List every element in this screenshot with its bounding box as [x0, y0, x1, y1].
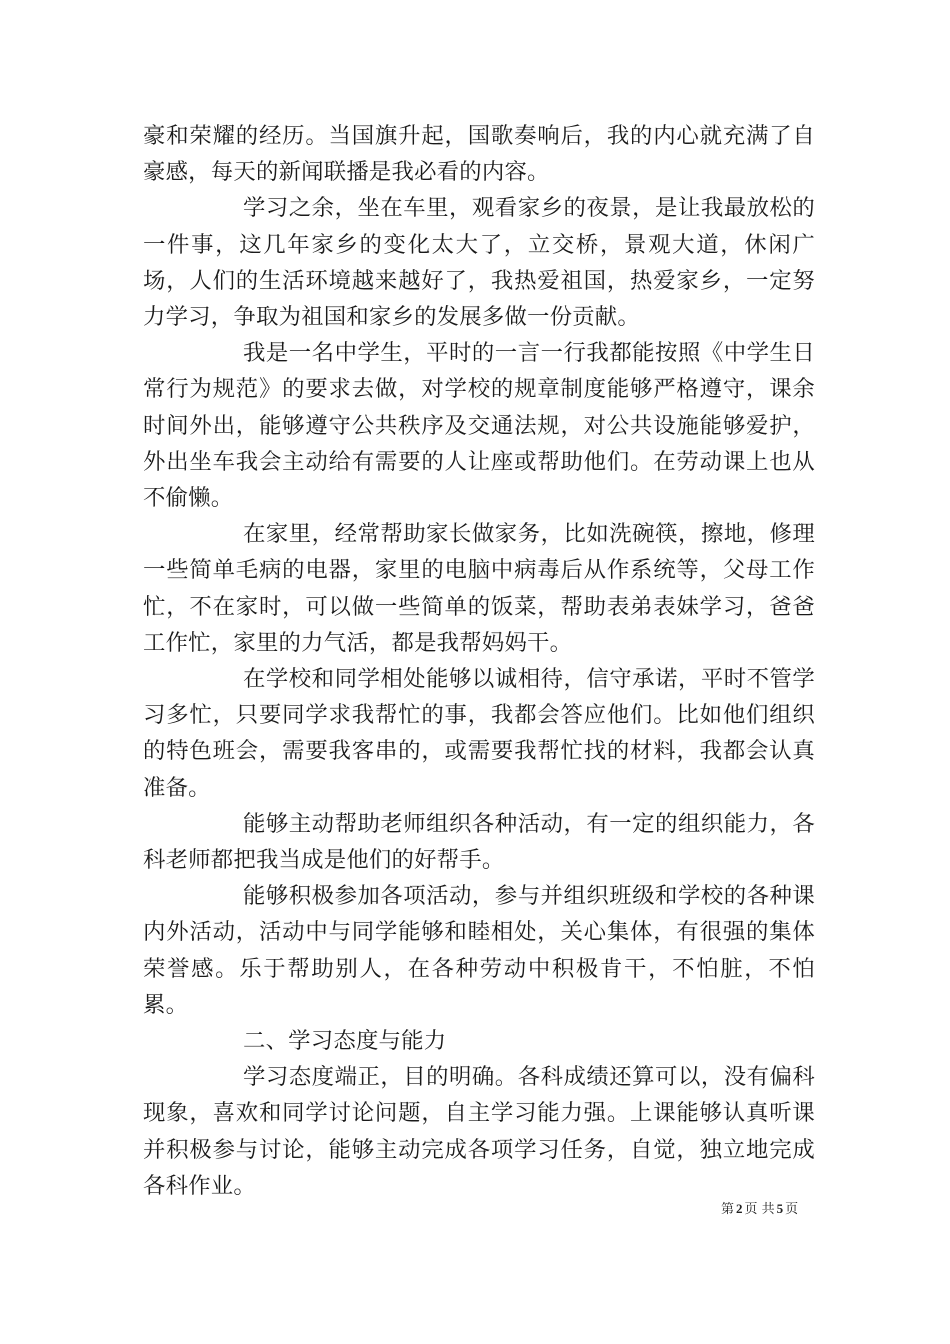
paragraph-teachers: 能够主动帮助老师组织各种活动，有一定的组织能力，各科老师都把我当成是他们的好帮手。	[143, 810, 815, 874]
current-page-number: 2	[736, 1201, 743, 1216]
footer-prefix: 第	[721, 1202, 735, 1217]
paragraph-conduct: 我是一名中学生，平时的一言一行我都能按照《中学生日常行为规范》的要求去做，对学校的规章制度能够严格遵守，课余时间外出，能够遵守公共秩序及交通法规，对公共设施能够爱护，外出坐车我会主动给有需要的人让座或帮助他们。在劳动课上也从不偷懒。	[143, 340, 815, 512]
footer-middle: 页 共	[744, 1202, 775, 1217]
paragraph-continuation: 豪和荣耀的经历。当国旗升起，国歌奏响后，我的内心就充满了自豪感，每天的新闻联播是我必看的内容。	[143, 123, 815, 186]
body-text	[143, 118, 815, 1204]
paragraph-home: 在家里，经常帮助家长做家务，比如洗碗筷，擦地，修理一些简单毛病的电器，家里的电脑中病毒后从作系统等，父母工作忙，不在家时，可以做一些简单的饭菜，帮助表弟表妹学习，爸爸工作忙，家里的力气活，都是我帮妈妈干。	[143, 521, 815, 656]
section-heading: 二、学习态度与能力	[243, 1028, 447, 1055]
paragraph-hometown: 学习之余，坐在车里，观看家乡的夜景，是让我最放松的一件事，这几年家乡的变化太大了，立交桥，景观大道，休闲广场，人们的生活环境越来越好了，我热爱祖国，热爱家乡，一定努力学习，争取为祖国和家乡的发展多做一份贡献。	[143, 195, 815, 331]
paragraph-study-attitude: 学习态度端正，目的明确。各科成绩还算可以，没有偏科现象，喜欢和同学讨论问题，自主学习能力强。上课能够认真听课并积极参与讨论，能够主动完成各项学习任务，自觉，独立地完成各科作业。	[143, 1064, 815, 1199]
page-number-footer	[721, 1201, 798, 1218]
footer-suffix: 页	[785, 1202, 799, 1217]
paragraph-activities: 能够积极参加各项活动，参与并组织班级和学校的各种课内外活动，活动中与同学能够和睦相处，关心集体，有很强的集体荣誉感。乐于帮助别人，在各种劳动中积极肯干，不怕脏，不怕累。	[143, 883, 815, 1018]
paragraph-classmates: 在学校和同学相处能够以诚相待，信守承诺，平时不管学习多忙，只要同学求我帮忙的事，我都会答应他们。比如他们组织的特色班会，需要我客串的，或需要我帮忙找的材料，我都会认真准备。	[143, 666, 815, 801]
total-pages-number: 5	[776, 1201, 784, 1216]
